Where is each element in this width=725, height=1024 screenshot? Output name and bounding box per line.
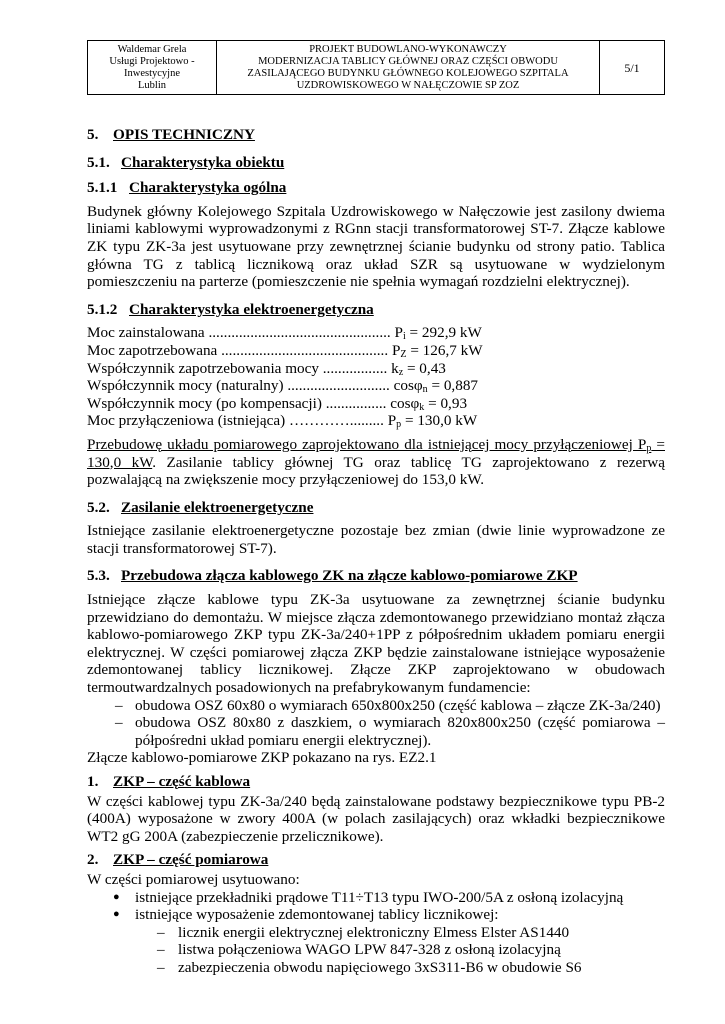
section-heading-5-2 — [87, 499, 665, 517]
company-line: Lublin — [138, 79, 166, 91]
parameter-label: Moc zapotrzebowana ............................................ — [87, 341, 389, 359]
parameter-symbol: P — [394, 324, 403, 342]
section-title: OPIS TECHNICZNY — [113, 126, 255, 143]
project-line: ZASILAJĄCEGO BUDYNKU GŁÓWNEGO KOLEJOWEGO SZPITALA — [247, 67, 569, 79]
paragraph: Istniejące zasilanie elektroenergetyczne pozostaje bez zmian (dwie linie wyprowadzone ze stacji transformatorowej ST-7). — [87, 522, 665, 557]
section-heading-5-1 — [87, 154, 665, 172]
parameter-row — [87, 360, 665, 378]
list-item — [87, 924, 665, 942]
list-item — [87, 906, 665, 924]
project-title-cell — [217, 41, 600, 95]
section-title: Charakterystyka ogólna — [129, 179, 287, 197]
parameter-symbol: k — [391, 359, 399, 377]
section-number: 5. — [87, 126, 99, 143]
section-title: ZKP – część kablowa — [113, 773, 251, 790]
parameter-value: = 0,43 — [403, 359, 446, 377]
parameter-row — [87, 324, 665, 342]
parameter-value: = 0,93 — [424, 394, 468, 412]
parameter-value: = 126,7 kW — [406, 341, 483, 359]
section-number: 5.1.1 — [87, 179, 118, 197]
section-number: 5.1. — [87, 153, 110, 171]
paragraph-text: . Zasilanie tablicy głównej TG oraz tablicę TG zaprojektowano z rezerwą pozwalającą na zwiększenie mocy przyłączeniowej do 153,0 kW. — [87, 453, 665, 489]
project-line: UZDROWISKOWEGO W NAŁĘCZOWIE SP ZOZ — [296, 79, 520, 91]
list-item-text: listwa połączeniowa WAGO LPW 847-328 z osłoną izolacyjną — [178, 941, 561, 959]
parameter-value: = 0,887 — [427, 377, 479, 395]
parameter-label: Moc przyłączeniowa (istniejąca) …………......... — [87, 412, 384, 430]
document-header — [87, 40, 665, 95]
underlined-text: = 130,0 kW — [87, 435, 665, 471]
parameter-subscript: p — [396, 419, 402, 431]
bullet-list — [87, 889, 665, 924]
paragraph: W części kablowej typu ZK-3a/240 będą zainstalowane podstawy bezpiecznikowe typu PB-2 (400A) wyposażone w zwory 400A (w polach zasilających) oraz wkładki bezpiecznikowe WT2 gG 200A (zabezpieczenie przelicznikowe). — [87, 792, 665, 845]
section-title: ZKP – część pomiarowa — [113, 851, 269, 869]
dash-marker: – — [157, 941, 165, 959]
bullet-marker: ● — [113, 890, 120, 903]
section-number: 2. — [87, 851, 99, 869]
underlined-text: Przebudowę układu pomiarowego zaprojektowano dla istniejącej mocy przyłączeniowej P — [87, 435, 647, 453]
parameter-subscript: n — [422, 384, 428, 396]
section-number: 5.3. — [87, 567, 110, 585]
parameter-row — [87, 412, 665, 430]
parameter-label: Współczynnik zapotrzebowania mocy ................. — [87, 359, 388, 377]
section-heading-5 — [87, 126, 665, 144]
parameter-subscript: z — [398, 366, 404, 378]
list-item — [87, 714, 665, 749]
section-heading-5-1-2 — [87, 301, 665, 319]
dash-marker: – — [157, 923, 165, 941]
list-item-text: obudowa OSZ 80x80 z daszkiem, o wymiarach 820x800x250 (część pomiarowa – półpośredni układ pomiaru energii elektrycznej). — [135, 714, 665, 749]
parameter-row — [87, 377, 665, 395]
parameter-row — [87, 342, 665, 360]
section-title: Charakterystyka obiektu — [121, 153, 285, 171]
company-line: Waldemar Grela — [117, 43, 187, 55]
document-body — [87, 126, 665, 977]
company-cell — [88, 41, 217, 95]
paragraph: Budynek główny Kolejowego Szpitala Uzdrowiskowego w Nałęczowie jest zasilony dwiema liniami kablowymi wyprowadzonymi z RGnn stacji transformatorowej ST-7. Złącze kablowe ZK typu ZK-3a jest usytuowane przy zewnętrznej ścianie budynku od strony patio. Tablica główna TG z tablicą licznikową oraz układ SZR są usytuowane w wydzielonym pomieszczeniu na parterze (pomieszczenie nie spełnia wymagań rozdzielni elektrycznej). — [87, 202, 665, 291]
list-item — [87, 697, 665, 715]
dash-marker: – — [115, 714, 123, 732]
bullet-marker: ● — [113, 908, 120, 921]
parameter-subscript: k — [419, 401, 425, 413]
section-number: 1. — [87, 773, 99, 790]
parameter-symbol: P — [387, 412, 397, 430]
paragraph: W części pomiarowej usytuowano: — [87, 870, 300, 888]
section-heading-5-1-1 — [87, 179, 665, 197]
list-item-text: istniejące przekładniki prądowe T11÷T13 typu IWO-200/5A z osłoną izolacyjną — [135, 888, 624, 906]
parameter-value: = 130,0 kW — [401, 412, 478, 430]
parameter-label: Współczynnik mocy (po kompensacji) ................ — [87, 394, 387, 412]
parameter-symbol: cosφ — [393, 377, 423, 395]
list-item — [87, 941, 665, 959]
project-line: PROJEKT BUDOWLANO-WYKONAWCZY — [309, 43, 507, 55]
section-number: 5.1.2 — [87, 300, 118, 318]
zkp-heading-2 — [87, 851, 665, 869]
dash-marker: – — [115, 696, 123, 714]
list-item-text: zabezpieczenia obwodu napięciowego 3xS311-B6 w obudowie S6 — [178, 958, 582, 976]
list-item-text: obudowa OSZ 60x80 o wymiarach 650x800x250 (część kablowa – złącze ZK-3a/240) — [135, 696, 661, 714]
list-item-text: istniejące wyposażenie zdemontowanej tablicy licznikowej: — [135, 906, 499, 924]
parameter-label: Współczynnik mocy (naturalny) ........................... — [87, 377, 390, 395]
list-item — [87, 889, 665, 907]
parameter-subscript: Z — [400, 348, 407, 360]
paragraph — [87, 436, 665, 489]
company-line: Usługi Projektowo - — [109, 55, 195, 67]
project-line: MODERNIZACJA TABLICY GŁÓWNEJ ORAZ CZĘŚCI OBWODU — [258, 55, 558, 67]
section-title: Przebudowa złącza kablowego ZK na złącze kablowo-pomiarowe ZKP — [121, 567, 578, 585]
sub-list — [87, 924, 665, 977]
section-number: 5.2. — [87, 498, 110, 516]
paragraph: Złącze kablowo-pomiarowe ZKP pokazano na rys. EZ2.1 — [87, 749, 437, 767]
parameters-list — [87, 324, 665, 430]
paragraph: Istniejące złącze kablowe typu ZK-3a usytuowane za zewnętrznej ścianie budynku przewidziano do demontażu. W miejsce złącza zdemontowanego przewidziano montaż złącza kablowo-pomiarowego ZKP typu ZK-3a/240+1PP z półpośrednim układem pomiaru energii elektrycznej. W części pomiarowej złącza ZKP będzie zainstalowane istniejące wyposażenie zdemontowanej tablicy licznikowej. Złącze ZKP zaprojektowano w obudowach termoutwardzalnych posadowionych na prefabrykowanym fundamencie: — [87, 591, 665, 697]
section-title: Zasilanie elektroenergetyczne — [121, 498, 314, 516]
dash-marker: – — [157, 958, 165, 976]
parameter-symbol: P — [391, 341, 401, 359]
enclosure-list — [87, 697, 665, 750]
underlined-subscript: p — [646, 442, 652, 454]
zkp-heading-1 — [87, 773, 665, 791]
company-line: Inwestycyjne — [124, 67, 180, 79]
parameter-row — [87, 395, 665, 413]
list-item-text: licznik energii elektrycznej elektroniczny Elmess Elster AS1440 — [178, 923, 570, 941]
section-heading-5-3 — [87, 567, 665, 585]
parameter-value: = 292,9 kW — [405, 324, 482, 342]
section-title: Charakterystyka elektroenergetyczna — [129, 300, 374, 318]
list-item — [87, 959, 665, 977]
parameter-symbol: cosφ — [390, 394, 420, 412]
parameter-label: Moc zainstalowana ................................................ — [87, 324, 391, 342]
page-number: 5/1 — [600, 41, 665, 95]
parameter-subscript: i — [402, 331, 406, 343]
